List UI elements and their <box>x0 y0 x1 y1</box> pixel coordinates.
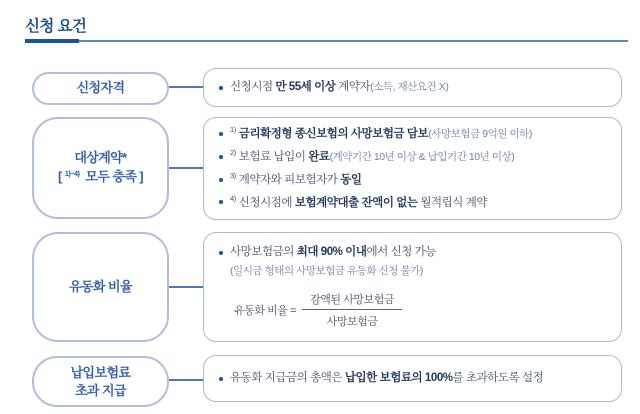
text-segment: [ <box>57 169 65 184</box>
bullet-text <box>230 172 362 188</box>
bullet-dot-icon <box>219 200 223 204</box>
text-segment-bold: 금리확정형 종신보험의 사망보험금 담보 <box>238 128 429 141</box>
bullet-text <box>230 371 543 386</box>
label-box-premium-excess <box>32 356 169 407</box>
text-note: (소득, 재산요건 X) <box>370 81 449 94</box>
text-segment: 계약자 <box>335 81 371 94</box>
label-text: 납입보험료 <box>70 364 131 380</box>
bullet-text <box>230 80 448 95</box>
bullet-dot-icon <box>219 251 223 255</box>
connector-line-3 <box>169 286 203 288</box>
bullet-dot-icon <box>219 132 223 136</box>
footnote-ref: 4) <box>230 193 236 203</box>
bullet-item <box>218 371 607 386</box>
fraction-denominator: 사망보험금 <box>326 315 378 328</box>
bullet-dot-icon <box>219 377 223 381</box>
text-segment-bold: 동일 <box>340 173 362 186</box>
text-segment: 보험료 납입이 <box>238 151 309 164</box>
label-text: 대상계약* <box>74 150 127 166</box>
label-text: 유동화 비율 <box>69 278 132 294</box>
bullet-dot-icon <box>219 86 223 90</box>
label-subtext <box>58 168 143 187</box>
liquidation-ratio-formula <box>234 291 607 329</box>
connector-line-2 <box>169 167 203 169</box>
label-text-line2: 초과 지급 <box>75 382 126 398</box>
content-box-premium-excess <box>203 355 622 402</box>
text-segment: 모두 충족 ] <box>82 169 144 184</box>
formula-lhs: 유동화 비율 = <box>234 304 297 317</box>
text-segment-bold: 보험계약대출 잔액이 없는 <box>294 196 418 209</box>
bullet-dot-icon <box>219 155 223 159</box>
text-segment: 에서 신청 가능 <box>366 246 436 258</box>
text-segment: 월적립식 계약 <box>417 196 488 209</box>
footnote-ref: 3) <box>230 171 236 180</box>
text-segment: 유동화 지급금의 총액은 <box>230 372 345 385</box>
bullet-dot-icon <box>219 178 223 182</box>
bullet-item <box>218 80 607 95</box>
bullet-item <box>218 245 607 260</box>
footnote-ref: 1) <box>230 125 236 135</box>
label-box-liquidation-ratio <box>32 232 169 342</box>
content-box-target-contract <box>203 117 622 220</box>
content-box-liquidation-ratio <box>203 232 622 342</box>
connector-line-4 <box>169 379 203 381</box>
footnote-ref: 1)~4) <box>64 168 80 178</box>
bullet-item <box>218 149 607 165</box>
fraction-numerator: 감액된 사망보험금 <box>302 291 402 311</box>
bullet-text <box>230 149 514 165</box>
text-segment: 신청시점에 <box>238 196 295 209</box>
text-segment-bold: 만 55세 이상 <box>275 81 336 94</box>
label-box-eligibility <box>32 72 169 105</box>
text-note: (계약기간 10년 이상 & 납입기간 10년 이상) <box>329 151 515 164</box>
text-segment: 를 초과하도록 설정 <box>452 372 544 385</box>
bullet-item <box>218 172 607 188</box>
text-segment-bold: 최대 90% 이내 <box>296 246 367 258</box>
page-title: 신청 요건 <box>25 18 87 35</box>
text-segment: 계약자와 피보험자가 <box>238 173 341 186</box>
bullet-item <box>218 195 607 211</box>
footnote-ref: 2) <box>230 148 236 158</box>
title-underline <box>25 40 628 42</box>
label-box-target-contract <box>32 117 169 219</box>
label-text: 신청자격 <box>76 80 125 96</box>
formula-fraction <box>302 291 402 329</box>
title-underline-accent <box>25 39 79 44</box>
bullet-subnote: (일시금 형태의 사망보험금 유동화 신청 불가) <box>230 264 423 277</box>
connector-line-1 <box>169 86 203 88</box>
text-note: (사망보험금 9억원 이하) <box>428 128 532 141</box>
bullet-item <box>218 126 607 142</box>
bullet-text <box>230 245 436 260</box>
content-box-eligibility <box>203 68 622 107</box>
text-segment: 신청시점 <box>230 81 276 94</box>
text-segment-bold: 완료 <box>308 151 330 164</box>
text-segment: 사망보험금의 <box>230 246 297 258</box>
text-segment-bold: 납입한 보험료의 100% <box>344 372 453 385</box>
bullet-text <box>230 126 532 142</box>
bullet-text <box>230 195 487 211</box>
